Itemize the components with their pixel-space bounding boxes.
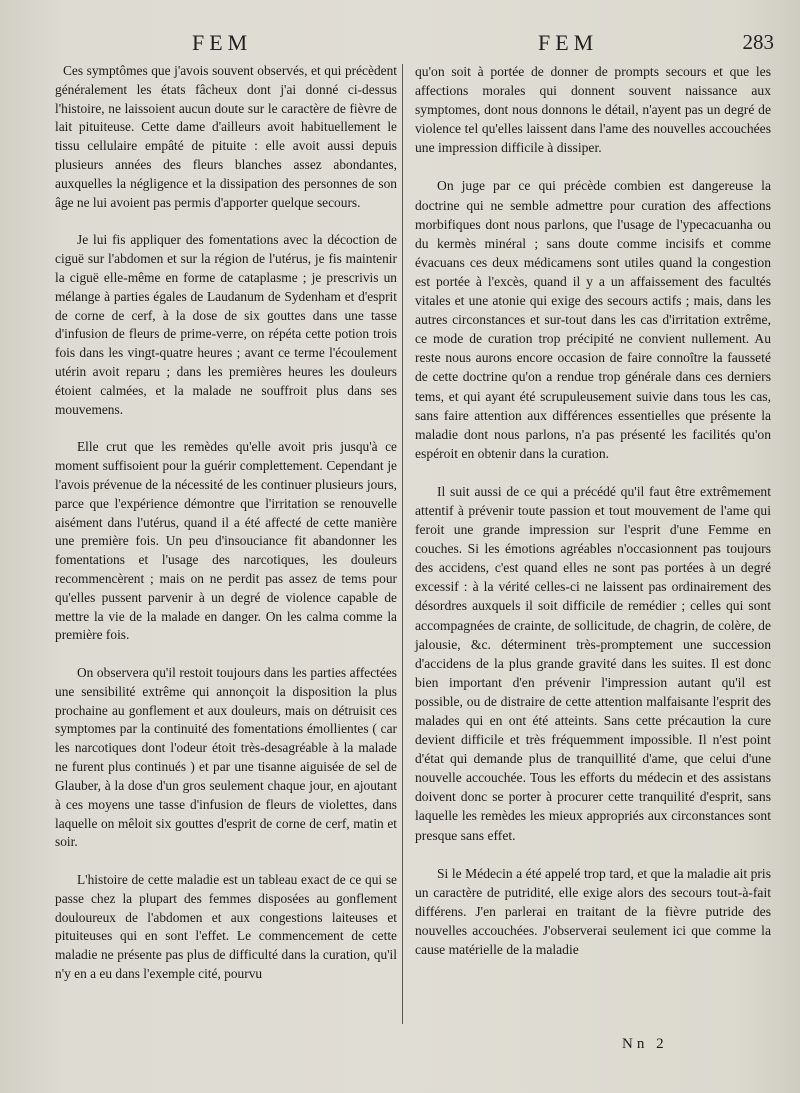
paragraph: Si le Médecin a été appelé trop tard, et que la maladie ait pris un caractère de putridité, elle exige alors des secours tout-à-fait différens. J'en parlerai en traitant de la fièvre putride des nouvelles accouchées. J'observerai seulement ici que comme la cause matérielle de la maladie xyxy=(415,865,771,958)
page-number: 283 xyxy=(742,30,774,54)
paragraph: Ces symptômes que j'avois souvent observés, et qui précèdent généralement les états fâcheux dont j'ai donné ci-dessus l'histoire, ne laissoient aucun doute sur le caractère de fièvre de lait pituiteuse. Cette dame d'ailleurs avoit habituellement le tissu cellulaire empâté de pituite : elle avoit aussi depuis plusieurs années des fleurs blanches assez abondantes, auxquelles la négligence et la dissipation des personnes de son âge ne lui avoient pas permis d'apporter quelque secours. xyxy=(55,63,397,210)
paragraph: On observera qu'il restoit toujours dans les parties affectées une sensibilité extrême qui annonçoit la disposition la plus prochaine au gonflement et aux douleurs, mais on détruisit ces symptomes par la continuité des fomentations émollientes ( car les narcotiques dont l'odeur étoit très-desagréable à la malade ne furent plus continués ) et par une tisanne aiguisée de sel de Glauber, à la dose d'un gros seulement chaque jour, en ajoutant à ces moyens une tasse d'infusion de fleurs de violettes, dans laquelle on mêloit six gouttes d'esprit de corne de cerf, matin et soir. xyxy=(55,665,397,850)
running-head-right: FEM xyxy=(538,30,599,55)
right-column xyxy=(415,62,771,978)
running-head-left: FEM xyxy=(192,30,253,55)
signature-mark: Nn 2 xyxy=(622,1036,668,1052)
paragraph: On juge par ce qui précède combien est dangereuse la doctrine qui ne semble admettre pour curation des affections morbifiques dont nous parlons, que l'usage de l'ypecacuanha ou du kermès minéral ; sans doute comme incisifs et comme évacuans ces deux médicamens sont utiles quand la congestion est portée à l'excès, quand il y a un affaissement des facultés vitales et une atonie qui exige des secours actifs ; mais, dans les autres circonstances et sur-tout dans les cas d'irritation extrême, ce mode de curation trop précipité ne convient nullement. Au reste nous aurons encore occasion de faire connoître la fausseté de cette doctrine qu'on a rendue trop générale dans ces derniers tems, et qui ayant été scrupuleusement suivie dans tous les cas, sans faire attention aux différences essentielles que présente la maladie dont nous parlons, n'a pas présenté les facilités qu'on espéroit en obtenir dans la curation. xyxy=(415,178,771,461)
left-column xyxy=(55,62,397,1003)
paragraph: Je lui fis appliquer des fomentations avec la décoction de ciguë sur l'abdomen et sur la région de l'utérus, je fis maintenir la ciguë elle-même en forme de cataplasme ; je prescrivis un mélange à parties égales de Laudanum de Sydenham et d'esprit de corne de cerf, à la dose de six gouttes dans une tasse d'infusion de fleurs de prime-verre, on répéta cette potion trois fois dans les vingt-quatre heures ; avant ce terme l'écoulement utérin avoit reparu ; dans les premières heures les douleurs étoient calmées, et la malade ne souffroit plus dans ses mouvemens. xyxy=(55,232,397,417)
paragraph: qu'on soit à portée de donner de prompts secours et que les affections morales qui donnent souvent naissance aux symptomes, dont nous donnons le détail, n'ayent pas un degré de violence tel qu'elles laissent dans l'ame des nouvelles accouchées une impression difficile à dissiper. xyxy=(415,64,771,156)
paragraph: Il suit aussi de ce qui a précédé qu'il faut être extrêmement attentif à prévenir toute passion et tout mouvement de l'ame qui feroit une grande impression sur l'esprit d'une Femme en couches. Si les émotions agréables n'occasionnent pas toujours des accidens, c'est quand elles ne sont pas portées à un degré excessif : à la vérité celles-ci ne laissent pas ordinairement des désordres auxquels il soit difficile de remédier ; celles qui sont accompagnées de crainte, de sollicitude, de chagrin, de colère, de jalousie, &c. déterminent très-promptement une succession d'accidens de la plus grande gravité dans les suites. Il est donc bien important d'en prévenir l'impression autant qu'il est possible, ou de distraire de cette attention malfaisante l'esprit des malades qui en ont été atteints. Sans cette précaution la cure devient difficile et très fréquemment impossible. Il n'est point d'état qui demande plus de tranquillité d'ame, que celui d'une nouvelle accouchée. Tous les efforts du médecin et des assistans doivent donc se porter à procurer cette tranquilité d'esprit, sans laquelle les remèdes les mieux appropriés aux circonstances sont presque sans effet. xyxy=(415,483,771,843)
column-divider xyxy=(402,64,403,1024)
paragraph: L'histoire de cette maladie est un tableau exact de ce qui se passe chez la plupart des femmes disposées au gonflement douloureux de l'abdomen et aux congestions laiteuses et pituiteuses qui en sont l'effet. Le commencement de cette maladie ne présente pas plus de difficulté dans la curation, qu'il n'y en a eu dans l'exemple cité, pourvu xyxy=(55,871,397,981)
paragraph: Elle crut que les remèdes qu'elle avoit pris jusqu'à ce moment suffisoient pour la guérir complettement. Cependant je l'avois prévenue de la nécessité de les continuer plusieurs jours, parce que l'expérience démontre que l'irritation se renouvelle aisément dans l'utérus, quand il a été affecté de cette manière une première fois. Un peu d'insouciance fit abandonner les fomentations et l'usage des narcotiques, les douleurs recommencèrent ; mais on ne perdit pas assez de tems pour qu'elles pussent parvenir à un degré de violence capable de mettre la vie de la malade en danger. On les calma comme la première fois. xyxy=(55,439,397,643)
